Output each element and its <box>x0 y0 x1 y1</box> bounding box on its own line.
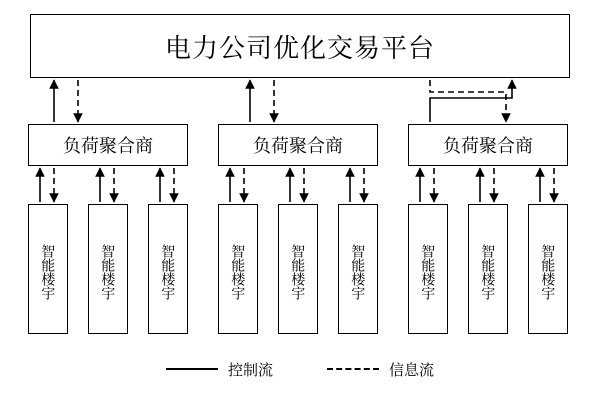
legend-item-control-flow <box>166 359 273 380</box>
node-building-1 <box>28 204 68 334</box>
node-building-8-label: 智能楼宇 <box>480 244 497 300</box>
edge-platform-aggregator-1 <box>54 80 78 122</box>
node-building-6-label: 智能楼宇 <box>350 244 367 300</box>
legend <box>0 352 600 386</box>
dashed-line-icon <box>327 368 379 370</box>
solid-line-icon <box>166 368 218 370</box>
edge-aggregator-3-building-7 <box>420 168 434 202</box>
node-aggregator-1-label: 负荷聚合商 <box>63 136 153 156</box>
node-platform-label: 电力公司优化交易平台 <box>164 32 435 63</box>
node-building-4 <box>218 204 258 334</box>
node-aggregator-3-label: 负荷聚合商 <box>443 136 533 156</box>
node-building-7 <box>408 204 448 334</box>
node-aggregator-1 <box>28 124 188 166</box>
node-building-6 <box>338 204 378 334</box>
node-platform <box>30 14 570 78</box>
node-building-8 <box>468 204 508 334</box>
node-building-2 <box>88 204 128 334</box>
node-building-9-label: 智能楼宇 <box>540 244 557 300</box>
legend-label-control-flow: 控制流 <box>227 361 273 379</box>
legend-item-information-flow <box>327 359 434 380</box>
edge-aggregator-1-building-3 <box>160 168 174 202</box>
node-building-4-label: 智能楼宇 <box>230 244 247 300</box>
node-building-2-label: 智能楼宇 <box>100 244 117 300</box>
node-building-7-label: 智能楼宇 <box>420 244 437 300</box>
node-aggregator-3 <box>408 124 568 166</box>
node-building-5 <box>278 204 318 334</box>
edge-aggregator-1-building-1 <box>40 168 54 202</box>
node-building-3 <box>148 204 188 334</box>
node-building-1-label: 智能楼宇 <box>40 244 57 300</box>
edge-aggregator-2-building-6 <box>350 168 364 202</box>
edge-aggregator-3-building-8 <box>480 168 494 202</box>
edge-aggregator-2-building-5 <box>290 168 304 202</box>
edge-aggregator-3-building-9 <box>540 168 554 202</box>
legend-label-information-flow: 信息流 <box>389 361 435 379</box>
node-aggregator-2-label: 负荷聚合商 <box>253 136 343 156</box>
node-building-3-label: 智能楼宇 <box>160 244 177 300</box>
node-aggregator-2 <box>218 124 378 166</box>
node-building-5-label: 智能楼宇 <box>290 244 307 300</box>
edge-aggregator-2-building-4 <box>230 168 244 202</box>
node-building-9 <box>528 204 568 334</box>
edge-aggregator-1-building-2 <box>100 168 114 202</box>
edge-platform-aggregator-2 <box>250 80 274 122</box>
edge-platform-aggregator-3 <box>430 80 512 122</box>
